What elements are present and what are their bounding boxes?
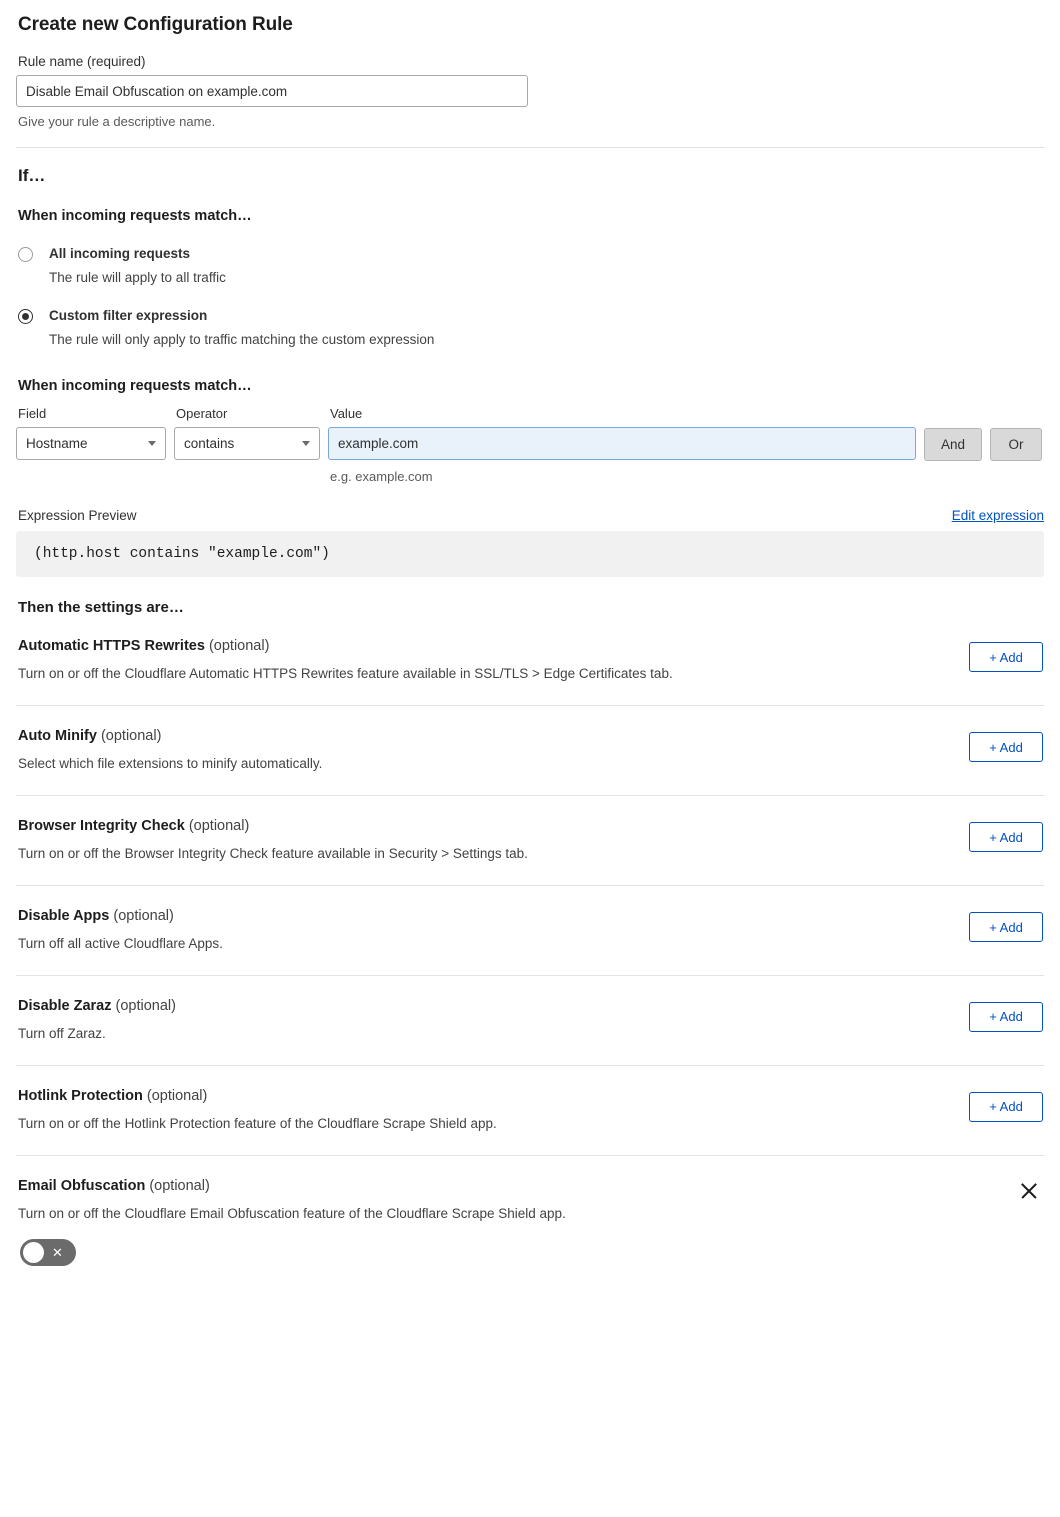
setting-row-automatic-https-rewrites [16, 616, 1044, 706]
setting-title [18, 728, 322, 744]
expression-preview-header [16, 508, 1044, 523]
radio-icon-all-requests[interactable] [18, 247, 33, 262]
operator-column [174, 406, 320, 460]
or-button[interactable]: Or [990, 428, 1042, 461]
rule-name-help: Give your rule a descriptive name. [18, 114, 216, 129]
setting-description: Select which file extensions to minify automatically. [18, 756, 323, 772]
rule-name-label: Rule name (required) [18, 54, 146, 69]
setting-optional: (optional) [100, 728, 162, 745]
value-hint: e.g. example.com [330, 469, 433, 485]
operator-select-value: contains [184, 436, 235, 452]
add-button[interactable]: + Add [969, 642, 1043, 672]
setting-name: Automatic HTTPS Rewrites [18, 638, 205, 655]
expression-preview-box: (http.host contains "example.com") [16, 531, 1044, 577]
setting-row-browser-integrity-check [16, 796, 1044, 886]
setting-title [18, 1088, 497, 1104]
add-button[interactable]: + Add [969, 1092, 1043, 1122]
setting-name: Disable Zaraz [18, 997, 112, 1014]
setting-description: Turn off all active Cloudflare Apps. [18, 936, 223, 951]
setting-optional: (optional) [188, 818, 250, 835]
radio-option-all-requests[interactable] [16, 245, 1044, 286]
setting-optional: (optional) [113, 908, 174, 924]
setting-optional: (optional) [149, 1177, 210, 1194]
field-label: Field [18, 406, 47, 422]
add-button[interactable]: + Add [969, 822, 1043, 852]
radio-label-all-requests: All incoming requests [49, 246, 191, 261]
expression-preview-label: Expression Preview [18, 508, 137, 524]
setting-description: Turn off Zaraz. [18, 1025, 106, 1041]
rule-name-group [16, 54, 1044, 129]
radio-desc-custom-filter: The rule will only apply to traffic matching the custom expression [49, 332, 435, 348]
then-section-heading: Then the settings are… [18, 599, 184, 617]
setting-row-disable-apps [16, 886, 1044, 976]
setting-title [18, 1178, 566, 1194]
match-heading: When incoming requests match… [18, 208, 252, 224]
setting-row-auto-minify [16, 706, 1044, 796]
close-icon[interactable] [1018, 1180, 1040, 1202]
value-label: Value [330, 406, 363, 422]
builder-heading: When incoming requests match… [18, 378, 252, 395]
field-column [16, 406, 166, 460]
toggle-off-icon: ✕ [52, 1244, 63, 1260]
value-input[interactable]: example.com [328, 427, 916, 460]
and-button[interactable]: And [924, 428, 982, 461]
field-select[interactable] [16, 427, 166, 460]
value-column [328, 406, 916, 484]
email-obfuscation-toggle[interactable] [20, 1239, 76, 1266]
toggle-knob [23, 1242, 44, 1263]
chevron-down-icon [148, 441, 156, 446]
setting-row-hotlink-protection [16, 1066, 1044, 1156]
setting-row-disable-zaraz [16, 976, 1044, 1066]
setting-optional: (optional) [146, 1087, 208, 1104]
operator-label: Operator [176, 406, 228, 422]
setting-title [18, 908, 223, 924]
setting-description: Turn on or off the Cloudflare Email Obfuscation feature of the Cloudflare Scrape Shield app. [18, 1205, 566, 1221]
setting-row-email-obfuscation [16, 1156, 1044, 1288]
setting-name: Hotlink Protection [18, 1087, 143, 1104]
expression-builder [16, 406, 1044, 484]
setting-description: Turn on or off the Hotlink Protection feature of the Cloudflare Scrape Shield app. [18, 1115, 497, 1131]
setting-name: Disable Apps [18, 908, 110, 924]
add-button[interactable]: + Add [969, 732, 1043, 762]
chevron-down-icon [302, 441, 310, 446]
setting-name: Email Obfuscation [18, 1177, 146, 1194]
if-section-heading: If… [18, 166, 46, 185]
radio-icon-custom-filter[interactable] [18, 309, 33, 324]
radio-desc-all-requests: The rule will apply to all traffic [49, 270, 226, 285]
radio-option-custom-filter[interactable] [16, 307, 1044, 348]
radio-label-custom-filter: Custom filter expression [49, 308, 208, 324]
divider-top [16, 147, 1044, 148]
setting-optional: (optional) [115, 997, 176, 1014]
setting-description: Turn on or off the Browser Integrity Check feature available in Security > Settings tab. [18, 846, 528, 862]
setting-name: Auto Minify [18, 728, 97, 745]
setting-optional: (optional) [208, 638, 270, 655]
add-button[interactable]: + Add [969, 1002, 1043, 1032]
field-select-value: Hostname [26, 436, 88, 452]
setting-title [18, 998, 176, 1014]
edit-expression-link[interactable]: Edit expression [951, 508, 1044, 524]
setting-title [18, 818, 528, 834]
add-button[interactable]: + Add [969, 912, 1043, 942]
operator-select[interactable] [174, 427, 320, 460]
setting-description: Turn on or off the Cloudflare Automatic HTTPS Rewrites feature available in SSL/TLS > Edge Certificates tab. [18, 666, 673, 682]
setting-name: Browser Integrity Check [18, 818, 185, 835]
rule-name-input[interactable]: Disable Email Obfuscation on example.com [16, 75, 528, 107]
page-title: Create new Configuration Rule [18, 14, 293, 35]
setting-title [18, 638, 673, 654]
